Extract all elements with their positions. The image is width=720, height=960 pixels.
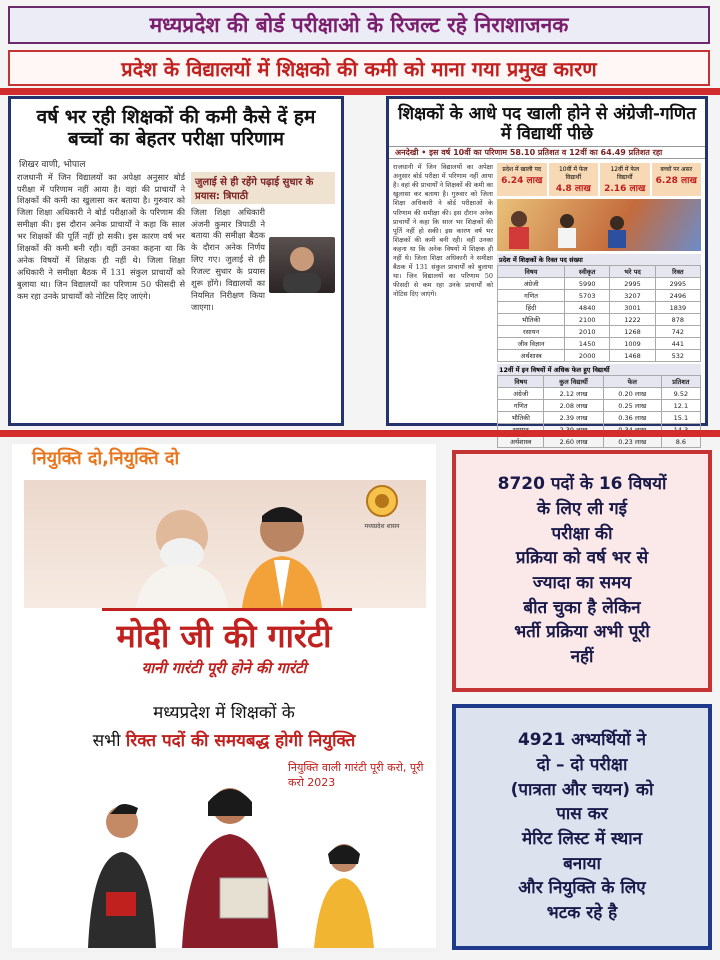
table-cell: 2995	[655, 278, 700, 290]
table-header-cell: विषय	[498, 266, 565, 278]
newspaper-clipping-right	[386, 96, 708, 447]
table-cell: अंग्रेजी	[498, 388, 544, 400]
divider-top	[0, 88, 720, 95]
fail-table	[497, 375, 701, 448]
table-cell: 2995	[610, 278, 655, 290]
table-row	[498, 278, 701, 290]
table-cell: 1222	[610, 314, 655, 326]
clipping-left-subheading: जुलाई से ही रहेंगे पढ़ाई सुधार के प्रयास: त्रिपाठी	[191, 172, 335, 204]
clipping-right-title: शिक्षकों के आधे पद खाली होने से अंग्रेजी-गणित में विद्यार्थी पीछे	[398, 104, 696, 144]
poster-line2-prefix: सभी	[92, 731, 126, 751]
stat-value: 4.8 लाख	[555, 184, 591, 195]
table-cell: 1009	[610, 338, 655, 350]
person-icon	[269, 237, 335, 293]
table-cell: भौतिकी	[498, 412, 544, 424]
table-row	[498, 290, 701, 302]
table-cell: 2.60 लाख	[544, 436, 603, 448]
table-cell: 9.52	[661, 388, 700, 400]
info2-line: मेरिट लिस्ट में स्थान	[521, 829, 643, 849]
poster-subtitle: यानी गारंटी पूरी होने की गारंटी	[141, 659, 307, 677]
info2-line: भटक रहे है	[546, 902, 618, 923]
info-box-candidates	[452, 704, 712, 950]
poster-line2	[12, 728, 436, 751]
table-cell: 2100	[565, 314, 610, 326]
table-cell: 5703	[565, 290, 610, 302]
table-cell: 5990	[565, 278, 610, 290]
table-cell: 878	[655, 314, 700, 326]
table-header-row	[498, 266, 701, 278]
clipping-right-tagline: अनदेखी • इस वर्ष 10वीं का परिणाम 58.10 प्रतिशत व 12वीं का 64.49 प्रतिशत रहा	[389, 146, 705, 159]
stat-value: 6.28 लाख	[655, 176, 697, 187]
table-cell: 532	[655, 350, 700, 362]
info1-line: बीत चुका है लेकिन	[523, 597, 641, 618]
clipping-left-byline: शिखर वाणी, भोपाल	[19, 159, 86, 170]
table-cell: 1839	[655, 302, 700, 314]
headline-banner	[8, 6, 710, 44]
table-cell: जीव विज्ञान	[498, 338, 565, 350]
info1-line: प्रक्रिया को वर्ष भर से	[515, 548, 649, 569]
table-cell: अर्थशास्त्र	[498, 350, 565, 362]
table-header-cell: फेल	[603, 376, 661, 388]
stat-strip	[497, 163, 701, 196]
table-header-cell: स्वीकृत	[565, 266, 610, 278]
table-cell: 2000	[565, 350, 610, 362]
vacancy-table	[497, 265, 701, 362]
table-row	[498, 388, 701, 400]
info2-line: दो – दो परीक्षा	[536, 755, 628, 776]
stat-card	[600, 163, 650, 196]
table-cell: 742	[655, 326, 700, 338]
table-cell: 4840	[565, 302, 610, 314]
info2-line: बनाया	[563, 853, 601, 874]
table-title: प्रदेश में शिक्षकों के रिक्त पद संख्या	[497, 254, 701, 265]
table-cell: 2.08 लाख	[544, 400, 603, 412]
officer-photo	[269, 237, 335, 293]
stat-value: 2.16 लाख	[604, 184, 646, 195]
table-header-cell: भरे पद	[610, 266, 655, 278]
table-cell: रसायन	[498, 326, 565, 338]
table-header-cell: प्रतिशत	[661, 376, 700, 388]
stat-label: बच्चों पर असर	[660, 166, 693, 174]
table-row	[498, 436, 701, 448]
poster-title: मोदी जी की गारंटी	[116, 617, 332, 655]
info1-line: के लिए ली गई	[537, 499, 627, 520]
table-cell: 2.12 लाख	[544, 388, 603, 400]
clipping-left-body: राजधानी में जिन विद्यालयों का अपेक्षा अनुसार बोर्ड परीक्षा में परिणाम नहीं आया है। वहां की प्राचार्यों ने शिक्षकों की कमी का खुलासा कर बताया है। गुरुवार को जिला शिक्षा अधिकारी ने बोर्ड परीक्षाओं के परिणाम की समीक्षा की। इस दौरान अनेक प्राचार्यों ने कहा कि साल भर शिक्षकों की पूर्ति नहीं हो सकी। इस कारण वर्ष भर शिक्षकों की कमी बनी रही। वहीं उनका कहना था कि अनेक विषयों में शिक्षक ही नहीं थे। जिला शिक्षा अधिकारी ने समीक्षा बैठक में 131 संकुल प्राचार्यों को बुलाया था। जिन विद्यालयों का परिणाम 50 फीसदी से कम रहा उनके प्राचार्यों को नोटिस दिए जाएंगे।	[17, 171, 185, 301]
info1-line: भर्ती प्रक्रिया अभी पूरी	[514, 622, 650, 643]
teachers-illustration	[32, 760, 422, 948]
info2-line: पास कर	[556, 804, 608, 825]
table-cell: अर्थशास्त्र	[498, 436, 544, 448]
clipping-right-body: राजधानी में जिन विद्यालयों का अपेक्षा अनुसार बोर्ड परीक्षा में परिणाम नहीं आया है। वहां की प्राचार्यों ने शिक्षकों की कमी का खुलासा कर बताया है। गुरुवार को जिला शिक्षा अधिकारी ने बोर्ड परीक्षाओं के परिणाम की समीक्षा की। इस दौरान अनेक प्राचार्यों ने कहा कि साल भर शिक्षकों की पूर्ति नहीं हो सकी। इस कारण वर्ष भर शिक्षकों की कमी बनी रही। वहीं उनका कहना था कि अनेक विषयों में शिक्षक ही नहीं थे। जिला शिक्षा अधिकारी ने समीक्षा बैठक में 131 संकुल प्राचार्यों को बुलाया था। जिन विद्यालयों का परिणाम 50 फीसदी से कम रहा उनके प्राचार्यों को नोटिस दिए जाएंगे।	[393, 163, 493, 299]
stat-card	[652, 163, 702, 196]
table-row	[498, 314, 701, 326]
info1-line: नहीं	[570, 646, 594, 667]
info1-line: परीक्षा की	[551, 523, 613, 544]
table-cell: 3001	[610, 302, 655, 314]
table-row	[498, 338, 701, 350]
stat-label: 10वीं में फेल विद्यार्थी	[558, 166, 588, 182]
stat-label: 12वीं में फेल विद्यार्थी	[610, 166, 640, 182]
poster-rule	[102, 608, 352, 611]
emblem	[356, 484, 408, 530]
info2-line: और नियुक्ति के लिए	[518, 878, 646, 899]
table-row	[498, 302, 701, 314]
table-cell: गणित	[498, 290, 565, 302]
info1-line: 8720 पदों के 16 विषयों	[497, 474, 667, 495]
table-cell: भौतिकी	[498, 314, 565, 326]
table-row	[498, 326, 701, 338]
info-box-vacancy-process	[452, 450, 712, 692]
table-row	[498, 350, 701, 362]
stat-card	[497, 163, 547, 196]
table-cell: 8.6	[661, 436, 700, 448]
table2-title: 12वीं में इन विषयों में अधिक फेल हुए विद्यार्थी	[497, 364, 701, 375]
table-cell: गणित	[498, 400, 544, 412]
table-cell: 441	[655, 338, 700, 350]
subheadline-banner	[8, 50, 710, 86]
stat-card	[549, 163, 599, 196]
students-icon	[497, 199, 701, 251]
table-cell: 0.36 लाख	[603, 412, 661, 424]
table-cell: 2.39 लाख	[544, 412, 603, 424]
table-cell: 0.20 लाख	[603, 388, 661, 400]
table-cell: हिंदी	[498, 302, 565, 314]
mp-emblem-icon	[365, 484, 399, 518]
table-cell: 1468	[610, 350, 655, 362]
headline-text: मध्यप्रदेश की बोर्ड परीक्षाओ के रिजल्ट रहे निराशाजनक	[149, 13, 569, 37]
clipping-left-title: वर्ष भर रही शिक्षकों की कमी कैसे दें हम बच्चों का बेहतर परीक्षा परिणाम	[36, 106, 316, 150]
info2-line: (पात्रता और चयन) को	[510, 779, 654, 800]
subheadline-text: प्रदेश के विद्यालयों में शिक्षको की कमी को माना गया प्रमुख कारण	[121, 56, 597, 81]
handwritten-note: नियुक्ति वाली गारंटी पूरी करो, पूरी करो 2023	[288, 761, 424, 790]
poster-line2-highlight: रिक्त पदों की समयबद्ध होगी नियुक्ति	[125, 731, 356, 751]
newspaper-clipping-left	[8, 96, 344, 426]
table-cell: 3207	[610, 290, 655, 302]
table-header-cell: रिक्त	[655, 266, 700, 278]
teachers-photo	[32, 760, 422, 948]
poster-line1: मध्यप्रदेश में शिक्षकों के	[153, 703, 295, 723]
table-header-cell: विषय	[498, 376, 544, 388]
info1-line: ज्यादा का समय	[532, 573, 632, 593]
poster-photo-band	[24, 480, 426, 608]
campaign-poster	[8, 440, 440, 952]
table-cell: 12.1	[661, 400, 700, 412]
table-cell: 0.23 लाख	[603, 436, 661, 448]
info2-line: 4921 अभ्यर्थियों ने	[517, 730, 647, 751]
table-cell: अंग्रेजी	[498, 278, 565, 290]
table-cell: 2496	[655, 290, 700, 302]
classroom-photo	[497, 199, 701, 251]
table-cell: 2010	[565, 326, 610, 338]
clipping-left-body-right: जिला शिक्षा अधिकारी अंजनी कुमार त्रिपाठी ने बताया की समीक्षा बैठक के दौरान अनेक निर्णय लिए गए। जुलाई से ही रिजल्ट सुधार के प्रयास शुरू होंगे। विद्यालयों का नियमित निरीक्षण किया जाएगा।	[191, 206, 265, 312]
table-header-cell: कुल विद्यार्थी	[544, 376, 603, 388]
poster-heading: नियुक्ति दो,नियुक्ति दो	[32, 448, 180, 469]
table-row	[498, 400, 701, 412]
emblem-label: मध्यप्रदेश शासन	[364, 523, 400, 530]
table-cell: 0.25 लाख	[603, 400, 661, 412]
divider-middle	[0, 430, 720, 437]
stat-label: प्रदेश में खाली पद	[502, 166, 542, 174]
table-row	[498, 412, 701, 424]
table-header-row	[498, 376, 701, 388]
stat-value: 6.24 लाख	[501, 176, 543, 187]
table-cell: 1450	[565, 338, 610, 350]
table-cell: 15.1	[661, 412, 700, 424]
table-cell: 1268	[610, 326, 655, 338]
